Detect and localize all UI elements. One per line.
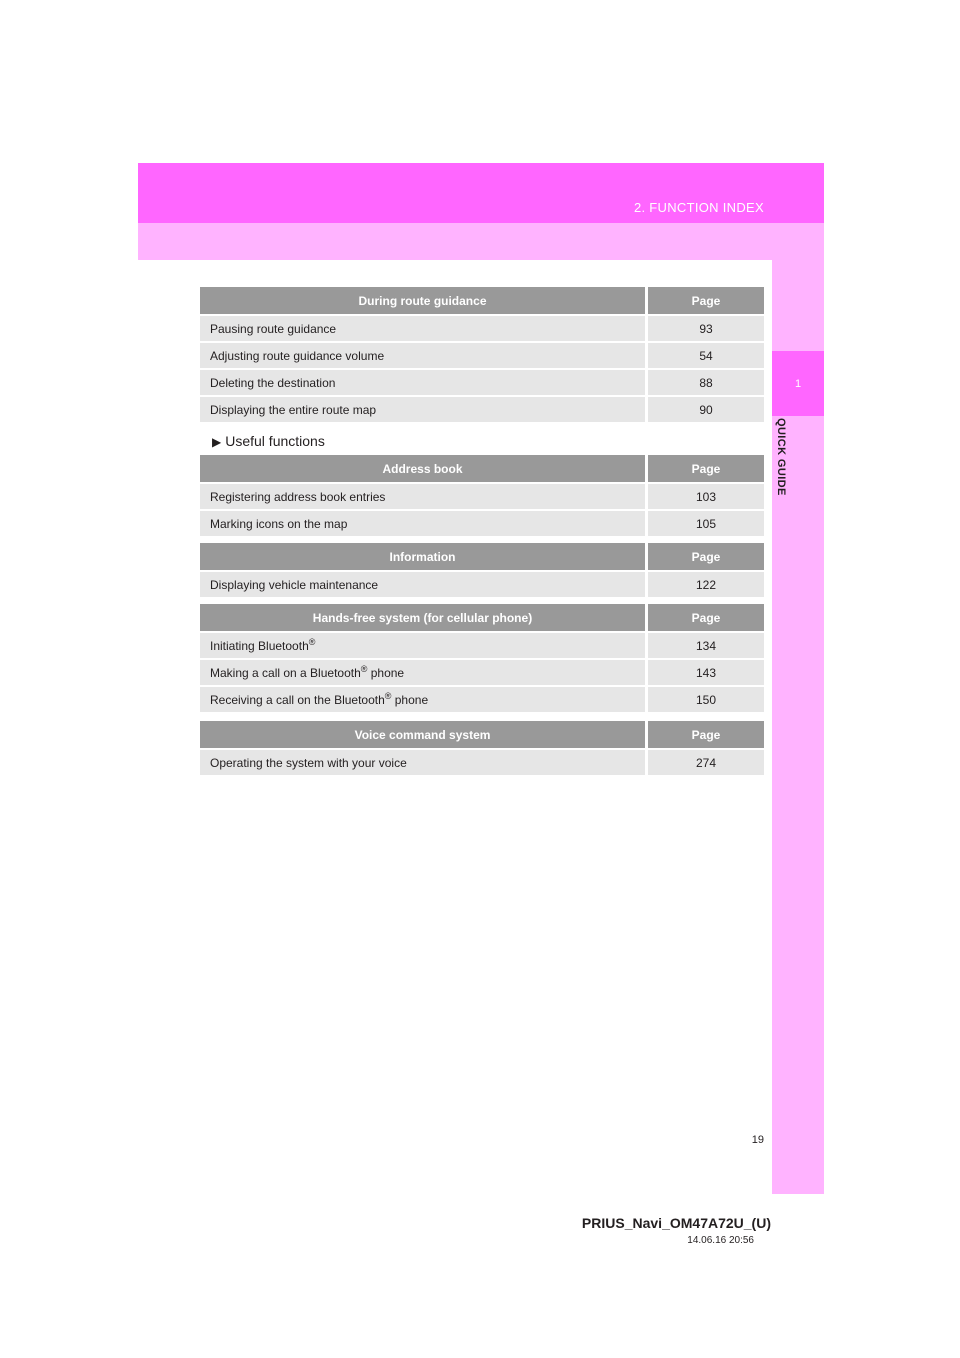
registered-mark: ® <box>360 663 368 674</box>
registered-mark: ® <box>308 636 316 647</box>
table-header-title: Address book <box>200 455 647 483</box>
table-row <box>200 483 764 510</box>
header-sub-band <box>138 223 824 260</box>
section-title: Useful functions <box>225 433 325 449</box>
page-ref: 105 <box>647 510 765 536</box>
label-text-suffix: phone <box>391 692 429 707</box>
table-row <box>200 632 764 659</box>
table-header-page: Page <box>647 721 765 749</box>
function-label: Pausing route guidance <box>200 315 647 342</box>
function-label: Displaying the entire route map <box>200 396 647 422</box>
label-text: Making a call on a Bluetooth <box>210 665 361 680</box>
table-row <box>200 315 764 342</box>
table-header-title: During route guidance <box>200 287 647 315</box>
function-label <box>200 659 647 686</box>
table-row <box>200 510 764 536</box>
page-ref: 150 <box>647 686 765 712</box>
label-text-suffix: phone <box>367 665 405 680</box>
document-code: PRIUS_Navi_OM47A72U_(U) <box>581 1215 771 1231</box>
voice-command-table <box>200 721 764 775</box>
table-header-title: Voice command system <box>200 721 647 749</box>
page-ref: 134 <box>647 632 765 659</box>
table-row <box>200 342 764 369</box>
chapter-label: QUICK GUIDE <box>775 418 787 496</box>
information-table <box>200 543 764 597</box>
table-header-page: Page <box>647 543 765 571</box>
table-header-page: Page <box>647 287 765 315</box>
table-row <box>200 659 764 686</box>
triangle-arrow-icon: ▶ <box>212 435 222 449</box>
label-text: Receiving a call on the Bluetooth <box>210 692 385 707</box>
table-row <box>200 369 764 396</box>
table-header-title: Hands-free system (for cellular phone) <box>200 604 647 632</box>
page-ref: 143 <box>647 659 765 686</box>
page-ref: 54 <box>647 342 765 369</box>
label-text: Initiating Bluetooth <box>210 638 309 653</box>
table-header-title: Information <box>200 543 647 571</box>
function-label: Marking icons on the map <box>200 510 647 536</box>
table-row <box>200 571 764 597</box>
function-label: Registering address book entries <box>200 483 647 510</box>
section-header-title: 2. FUNCTION INDEX <box>633 200 764 215</box>
table-row <box>200 749 764 775</box>
hands-free-table <box>200 604 764 712</box>
useful-functions-heading <box>212 433 325 449</box>
page-ref: 93 <box>647 315 765 342</box>
table-header-page: Page <box>647 604 765 632</box>
function-label <box>200 632 647 659</box>
page-ref: 274 <box>647 749 765 775</box>
function-label: Deleting the destination <box>200 369 647 396</box>
route-guidance-table <box>200 287 764 422</box>
document-timestamp: 14.06.16 20:56 <box>687 1235 754 1246</box>
page-ref: 103 <box>647 483 765 510</box>
address-book-table <box>200 455 764 536</box>
page-ref: 122 <box>647 571 765 597</box>
registered-mark: ® <box>384 690 392 701</box>
table-row <box>200 396 764 422</box>
table-header-page: Page <box>647 455 765 483</box>
table-row <box>200 686 764 712</box>
page-number: 19 <box>751 1134 764 1146</box>
chapter-number: 1 <box>794 378 802 390</box>
page-ref: 88 <box>647 369 765 396</box>
function-label <box>200 686 647 712</box>
page-ref: 90 <box>647 396 765 422</box>
function-label: Displaying vehicle maintenance <box>200 571 647 597</box>
function-label: Operating the system with your voice <box>200 749 647 775</box>
function-label: Adjusting route guidance volume <box>200 342 647 369</box>
